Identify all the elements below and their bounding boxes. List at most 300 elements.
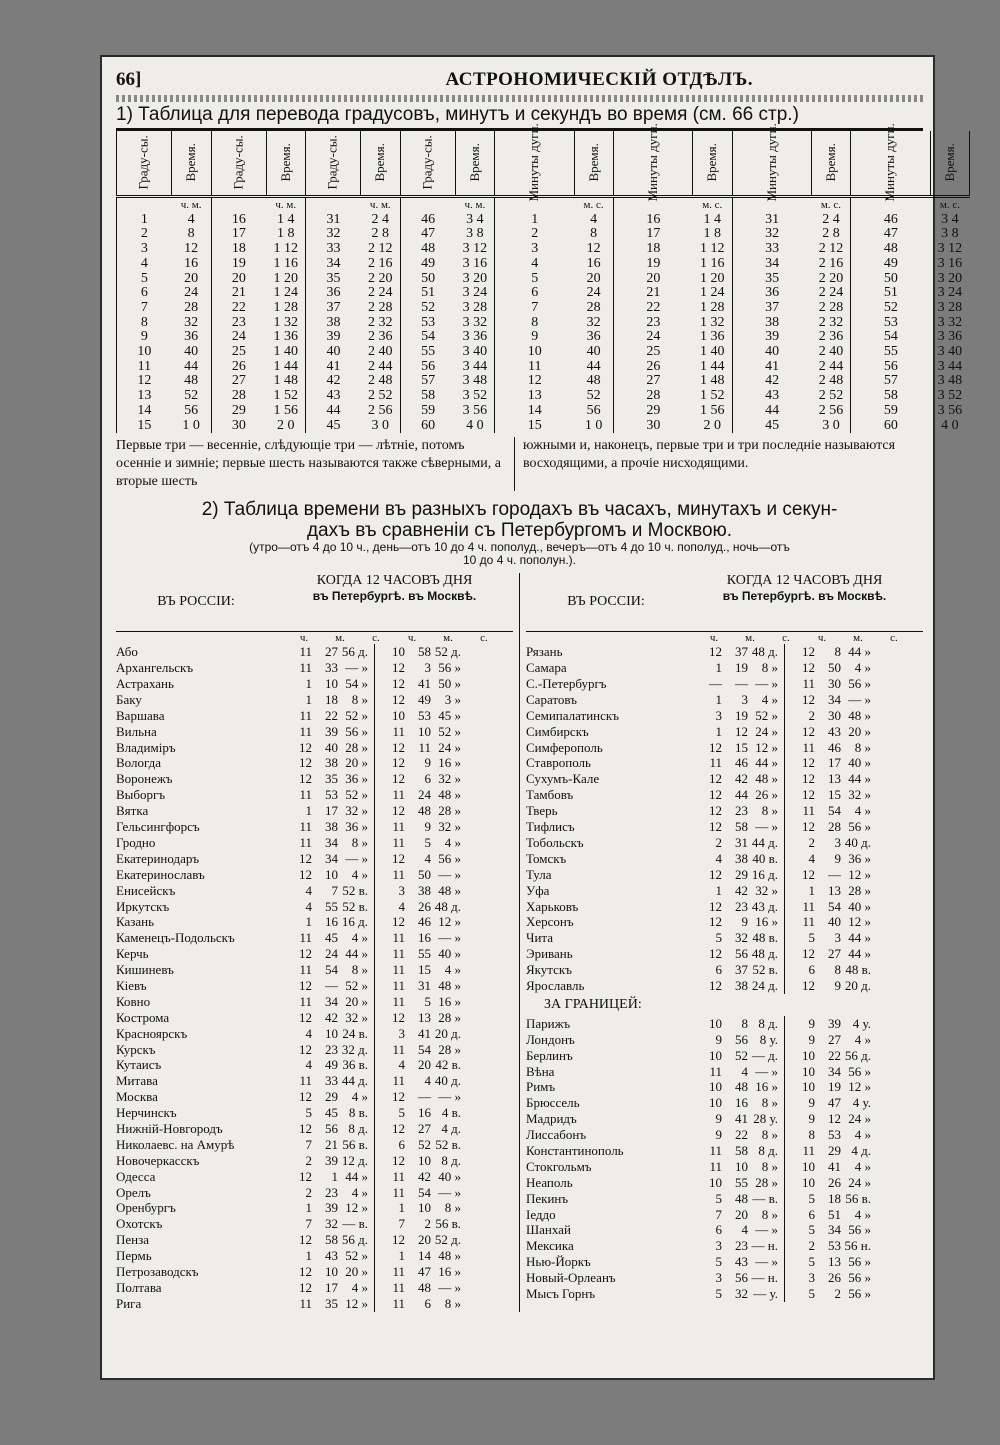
table-cell: 37 [732, 301, 811, 316]
time-value: 12 [802, 755, 815, 771]
time-value: 3 [715, 1270, 722, 1286]
time-value: 6 [424, 1295, 431, 1311]
time-value: 12 [392, 660, 405, 676]
time-value: 11 [392, 819, 405, 835]
time-value: 48 [735, 1079, 748, 1095]
table-cell: 2 [495, 227, 574, 242]
time-value: 54 [325, 962, 338, 978]
unit-cell: ч. м. [455, 197, 494, 213]
time-value: 12 [392, 1232, 405, 1248]
degree-conversion-table [116, 123, 970, 433]
time-value: 8 » [761, 1127, 778, 1143]
list-item [116, 1232, 513, 1248]
table-cell: 4 0 [466, 417, 484, 433]
table-cell: 3 48 [937, 373, 963, 389]
table-cell: 35 [306, 272, 361, 287]
time-value: 5 [808, 1285, 815, 1301]
column-divider [368, 771, 375, 787]
time-value: 18 [325, 691, 338, 707]
time-value: 56 » [848, 1270, 871, 1286]
time-value: — » [438, 1279, 461, 1295]
book-page [100, 55, 963, 1380]
time-value: 24 в. [342, 1025, 368, 1041]
time-value: 1 [715, 723, 722, 739]
list-item [116, 1073, 513, 1089]
time-value: 21 [325, 1136, 338, 1152]
table-cell: 58 [851, 389, 930, 404]
time-value: 11 [802, 803, 815, 819]
table-cell: 48 [400, 242, 455, 257]
table-cell: 1 4 [276, 211, 295, 227]
table-cell: 24 [586, 285, 601, 301]
table-cell: 2 48 [368, 373, 393, 389]
time-value: 4 [715, 850, 722, 866]
table-cell: 19 [211, 257, 266, 272]
time-value: 12 » [345, 1200, 368, 1216]
time-value: — [828, 866, 841, 882]
time-value: 12 [299, 946, 312, 962]
time-value: 42 [735, 771, 748, 787]
time-value: 52 в. [752, 962, 778, 978]
time-value: 53 [828, 1238, 841, 1254]
table-cell: 6 [117, 286, 172, 301]
table-cell: 4 [117, 257, 172, 272]
time-value: 12 [802, 787, 815, 803]
table-cell: 2 24 [818, 285, 844, 301]
time-value: 4 [305, 1057, 312, 1073]
city-name: Рига [116, 1295, 142, 1311]
table-cell: 56 [400, 360, 455, 375]
time-value: 11 [299, 707, 312, 723]
list-item [526, 692, 923, 708]
table-cell: 28 [211, 389, 266, 404]
time-value: 52 [735, 1047, 748, 1063]
table-cell: 40 [184, 344, 199, 360]
list-item [116, 978, 513, 994]
when-text: КОГДА 12 ЧАСОВЪ ДНЯ [726, 573, 883, 589]
table-cell: 4 0 [941, 417, 959, 433]
time-value: 8 [834, 644, 841, 660]
unit-cell: м. с. [574, 197, 613, 213]
time-value: 8 » [351, 834, 368, 850]
time-value: — » [848, 691, 871, 707]
time-value: 8 » [854, 739, 871, 755]
time-value: 30 [828, 707, 841, 723]
city-name: Неаполь [526, 1174, 573, 1190]
time-value: 11 [392, 1184, 405, 1200]
time-value: 3 [808, 1270, 815, 1286]
list-item [526, 660, 923, 676]
time-value: 41 [418, 1025, 431, 1041]
time-value: 40 » [438, 1168, 461, 1184]
table-cell: 44 [184, 358, 199, 374]
header-text: Граду-сы. [230, 135, 246, 190]
table-row [117, 257, 970, 272]
table-cell: 21 [614, 286, 693, 301]
time-value: 11 [392, 1295, 405, 1311]
list-item [116, 644, 513, 660]
city-name: Выборгъ [116, 787, 166, 803]
table-cell: 2 8 [822, 226, 840, 242]
time-value: 40 » [848, 898, 871, 914]
time-value: 23 [735, 898, 748, 914]
time-value: 4 [741, 1222, 748, 1238]
time-value: 4 д. [441, 1120, 461, 1136]
time-value: 8 » [761, 803, 778, 819]
time-value: 27 [418, 1120, 431, 1136]
table-cell: 39 [732, 330, 811, 345]
header-text: Время. [704, 143, 720, 182]
city-name: Стокгольмъ [526, 1158, 592, 1174]
table-cell: 49 [851, 257, 930, 272]
table-cell: 2 24 [368, 285, 393, 301]
list-item [526, 1048, 923, 1064]
table-cell: 25 [211, 345, 266, 360]
time-value: 34 [828, 1063, 841, 1079]
time-value: 5 [715, 930, 722, 946]
time-value: 9 [808, 1015, 815, 1031]
units-row [117, 197, 970, 213]
table-cell: 1 12 [700, 241, 725, 257]
list-item [116, 946, 513, 962]
time-value: 12 [299, 866, 312, 882]
time-value: 24 » [755, 723, 778, 739]
time-value: 10 [418, 723, 431, 739]
time-value: — [418, 1089, 431, 1105]
time-value: 11 [299, 787, 312, 803]
list-item [116, 1216, 513, 1232]
column-divider [778, 803, 785, 819]
table-cell: 1 52 [700, 388, 725, 404]
list-item [526, 1159, 923, 1175]
list-item [116, 1200, 513, 1216]
time-value: 53 [828, 1127, 841, 1143]
table-cell: 1 36 [273, 329, 298, 345]
time-value: 10 [392, 644, 405, 660]
time-value: 11 [418, 739, 431, 755]
time-value: 12 [299, 1263, 312, 1279]
time-value: 40 д. [844, 834, 871, 850]
table-cell: 2 20 [818, 270, 844, 286]
city-name: Иркутскъ [116, 898, 170, 914]
time-value: 52 в. [342, 898, 368, 914]
table-cell: 3 44 [462, 358, 488, 374]
time-value: 12 [709, 739, 722, 755]
time-value: 56 » [848, 819, 871, 835]
table-cell: 30 [614, 419, 693, 434]
time-value: 12 [709, 866, 722, 882]
time-value: 56 » [848, 1222, 871, 1238]
time-value: 50 [828, 660, 841, 676]
list-item [116, 724, 513, 740]
table-cell: 11 [495, 360, 574, 375]
city-name: Ковно [116, 993, 151, 1009]
table-cell: 33 [306, 242, 361, 257]
table-cell: 37 [306, 301, 361, 316]
city-name: Якутскъ [526, 962, 572, 978]
time-value: 7 [305, 1216, 312, 1232]
time-value: 15 [418, 962, 431, 978]
time-value: — » [755, 1063, 778, 1079]
time-value: 24 [325, 946, 338, 962]
time-value: 3 [715, 707, 722, 723]
table-cell: 3 36 [462, 329, 488, 345]
column-header-5 [361, 131, 400, 197]
table-cell: 26 [211, 360, 266, 375]
time-value: 12 [299, 977, 312, 993]
table-cell: 57 [851, 374, 930, 389]
table-cell: 36 [586, 329, 601, 345]
table-cell: 1 24 [700, 285, 725, 301]
time-value: 1 [331, 1168, 338, 1184]
table-row [117, 316, 970, 331]
time-value: 6 [715, 1222, 722, 1238]
city-list-left [116, 644, 513, 1311]
header-text: Минуты дуги. [882, 123, 898, 202]
city-name: Одесса [116, 1168, 156, 1184]
table-cell: 1 28 [700, 299, 725, 315]
time-value: 48 д. [751, 946, 778, 962]
column-divider [368, 676, 375, 692]
unit-label: с. [890, 632, 898, 645]
time-value: 5 [715, 1285, 722, 1301]
table-cell: 31 [732, 213, 811, 228]
city-column-right [519, 573, 923, 1311]
time-value: 11 [392, 993, 405, 1009]
time-value: 56 д. [844, 1047, 871, 1063]
time-value: 32 » [345, 1009, 368, 1025]
table-cell: 28 [184, 299, 199, 315]
table-row [117, 286, 970, 301]
time-value: 22 [828, 1047, 841, 1063]
city-name: Лондонъ [526, 1031, 575, 1047]
column-header-0 [117, 131, 172, 197]
table1-note [116, 437, 923, 491]
time-value: 34 [828, 691, 841, 707]
column-divider [778, 899, 785, 915]
table-cell: 24 [614, 330, 693, 345]
list-item [526, 644, 923, 660]
time-value: 12 » [848, 1079, 871, 1095]
time-value: 10 [325, 676, 338, 692]
column-divider [778, 1175, 785, 1191]
time-value: 4 у. [852, 1015, 871, 1031]
time-value: 4 » [351, 866, 368, 882]
table-cell: 39 [306, 330, 361, 345]
table-cell: 2 28 [818, 299, 844, 315]
city-name: Тула [526, 866, 552, 882]
time-value: 52 в. [342, 882, 368, 898]
header-text: Граду-сы. [135, 135, 151, 190]
table-row [117, 419, 970, 434]
city-name: Енисейскъ [116, 882, 176, 898]
table-cell: 51 [400, 286, 455, 301]
time-value: 12 [392, 755, 405, 771]
table-cell: 1 24 [273, 285, 298, 301]
column-divider [368, 755, 375, 771]
time-value: 12 [802, 691, 815, 707]
city-name: Эривань [526, 946, 573, 962]
column-divider [778, 962, 785, 978]
table-cell: 29 [614, 404, 693, 419]
table-cell: 34 [732, 257, 811, 272]
list-item [116, 1280, 513, 1296]
time-value: 11 [392, 1073, 405, 1089]
when-text: КОГДА 12 ЧАСОВЪ ДНЯ [316, 573, 473, 589]
time-value: 43 [325, 1248, 338, 1264]
time-value: 42 [735, 882, 748, 898]
time-value: 44 » [345, 946, 368, 962]
table-cell: 3 48 [462, 373, 488, 389]
time-value: 35 [325, 771, 338, 787]
table-cell: 1 16 [273, 255, 298, 271]
column-divider [778, 914, 785, 930]
time-value: 9 [424, 819, 431, 835]
list-item [116, 1264, 513, 1280]
time-value: 56 [735, 946, 748, 962]
time-value: 6 [808, 962, 815, 978]
time-value: 52 » [345, 787, 368, 803]
table-cell: 36 [306, 286, 361, 301]
table-cell: 35 [732, 272, 811, 287]
column-divider [368, 994, 375, 1010]
time-value: 5 [424, 993, 431, 1009]
time-value: 33 [325, 1073, 338, 1089]
list-item [526, 1270, 923, 1286]
list-item [116, 1137, 513, 1153]
time-value: 3 » [444, 691, 461, 707]
time-value: 10 [709, 1095, 722, 1111]
table-cell: 1 44 [273, 358, 298, 374]
list-item [526, 883, 923, 899]
unit-cell: ч. м. [266, 197, 305, 213]
time-value: 34 [325, 850, 338, 866]
table-cell: 16 [184, 255, 199, 271]
time-value: — [325, 977, 338, 993]
header-text: Граду-сы. [419, 135, 435, 190]
time-value: 16 [418, 930, 431, 946]
column-divider [778, 1064, 785, 1080]
table-cell: 16 [586, 255, 601, 271]
time-value: 16 » [438, 755, 461, 771]
unit-cell: м. с. [693, 197, 732, 213]
list-item [526, 1032, 923, 1048]
time-value: 26 [828, 1174, 841, 1190]
list-item [116, 787, 513, 803]
city-name: Лиссабонъ [526, 1127, 587, 1143]
units-row [116, 632, 513, 644]
list-item [116, 1042, 513, 1058]
table-cell: 46 [851, 213, 930, 228]
column-divider [368, 1232, 375, 1248]
time-value: 12 » [755, 739, 778, 755]
city-name: Астрахань [116, 676, 174, 692]
table-cell: 8 [117, 316, 172, 331]
column-divider [368, 1153, 375, 1169]
time-value: — » [755, 1254, 778, 1270]
table-cell: 1 40 [273, 344, 298, 360]
time-value: 9 [715, 1031, 722, 1047]
table-cell: 3 32 [937, 314, 963, 330]
list-item [116, 1089, 513, 1105]
time-value: 12 [299, 850, 312, 866]
time-value: — [735, 676, 748, 692]
table-cell: 41 [732, 360, 811, 375]
time-value: 1 [398, 1200, 405, 1216]
time-value: 11 [802, 676, 815, 692]
city-name: Гродно [116, 834, 156, 850]
table-cell: 29 [211, 404, 266, 419]
table-cell: 38 [306, 316, 361, 331]
time-value: 54 [828, 803, 841, 819]
time-value: 3 [398, 882, 405, 898]
city-name: Митава [116, 1073, 158, 1089]
time-value: — н. [751, 1270, 778, 1286]
time-value: 1 [305, 1200, 312, 1216]
time-value: 10 [709, 1079, 722, 1095]
table-cell: 2 4 [822, 211, 840, 227]
time-value: 40 [325, 739, 338, 755]
column-divider [778, 708, 785, 724]
table-cell: 44 [732, 404, 811, 419]
column-divider [778, 740, 785, 756]
time-value: 12 [392, 1009, 405, 1025]
list-item [526, 1064, 923, 1080]
unit-cell: м. с. [930, 197, 969, 213]
time-value: 46 [828, 739, 841, 755]
time-value: 34 [828, 1222, 841, 1238]
table-cell: 2 44 [368, 358, 393, 374]
time-value: 11 [709, 1158, 722, 1174]
time-value: 10 [709, 1015, 722, 1031]
table-cell: 1 20 [273, 270, 298, 286]
city-name: Вятка [116, 803, 149, 819]
list-item [116, 771, 513, 787]
time-value: 9 [834, 850, 841, 866]
column-header-4 [306, 131, 361, 197]
column-header-9 [574, 131, 613, 197]
column-divider [778, 946, 785, 962]
table-cell: 32 [586, 314, 601, 330]
table-cell: 55 [400, 345, 455, 360]
time-value: 19 [735, 660, 748, 676]
time-value: 8 в. [348, 1105, 368, 1121]
time-value: 10 [325, 1025, 338, 1041]
list-item [116, 867, 513, 883]
table-cell: 3 40 [462, 344, 488, 360]
table-cell: 2 4 [371, 211, 390, 227]
time-value: 45 [325, 930, 338, 946]
table1-title: 1) Таблица для перевода градусовъ, минутъ и секундъ во время (см. 66 стр.) [116, 104, 923, 131]
table-cell: 1 48 [700, 373, 725, 389]
list-item [116, 1169, 513, 1185]
time-value: 11 [299, 660, 312, 676]
time-value: 44 » [755, 755, 778, 771]
time-value: 39 [325, 723, 338, 739]
time-value: 54 [828, 898, 841, 914]
time-value: 48 » [438, 787, 461, 803]
time-value: — » [345, 660, 368, 676]
time-value: 9 [715, 1111, 722, 1127]
table-cell: 47 [400, 227, 455, 242]
time-value: 5 [715, 1254, 722, 1270]
table-cell: 2 12 [818, 241, 844, 257]
city-name: Іеддо [526, 1206, 556, 1222]
time-value: 30 [828, 676, 841, 692]
table-cell: 58 [400, 389, 455, 404]
time-value: 56 » [345, 723, 368, 739]
table-cell: 3 36 [937, 329, 963, 345]
